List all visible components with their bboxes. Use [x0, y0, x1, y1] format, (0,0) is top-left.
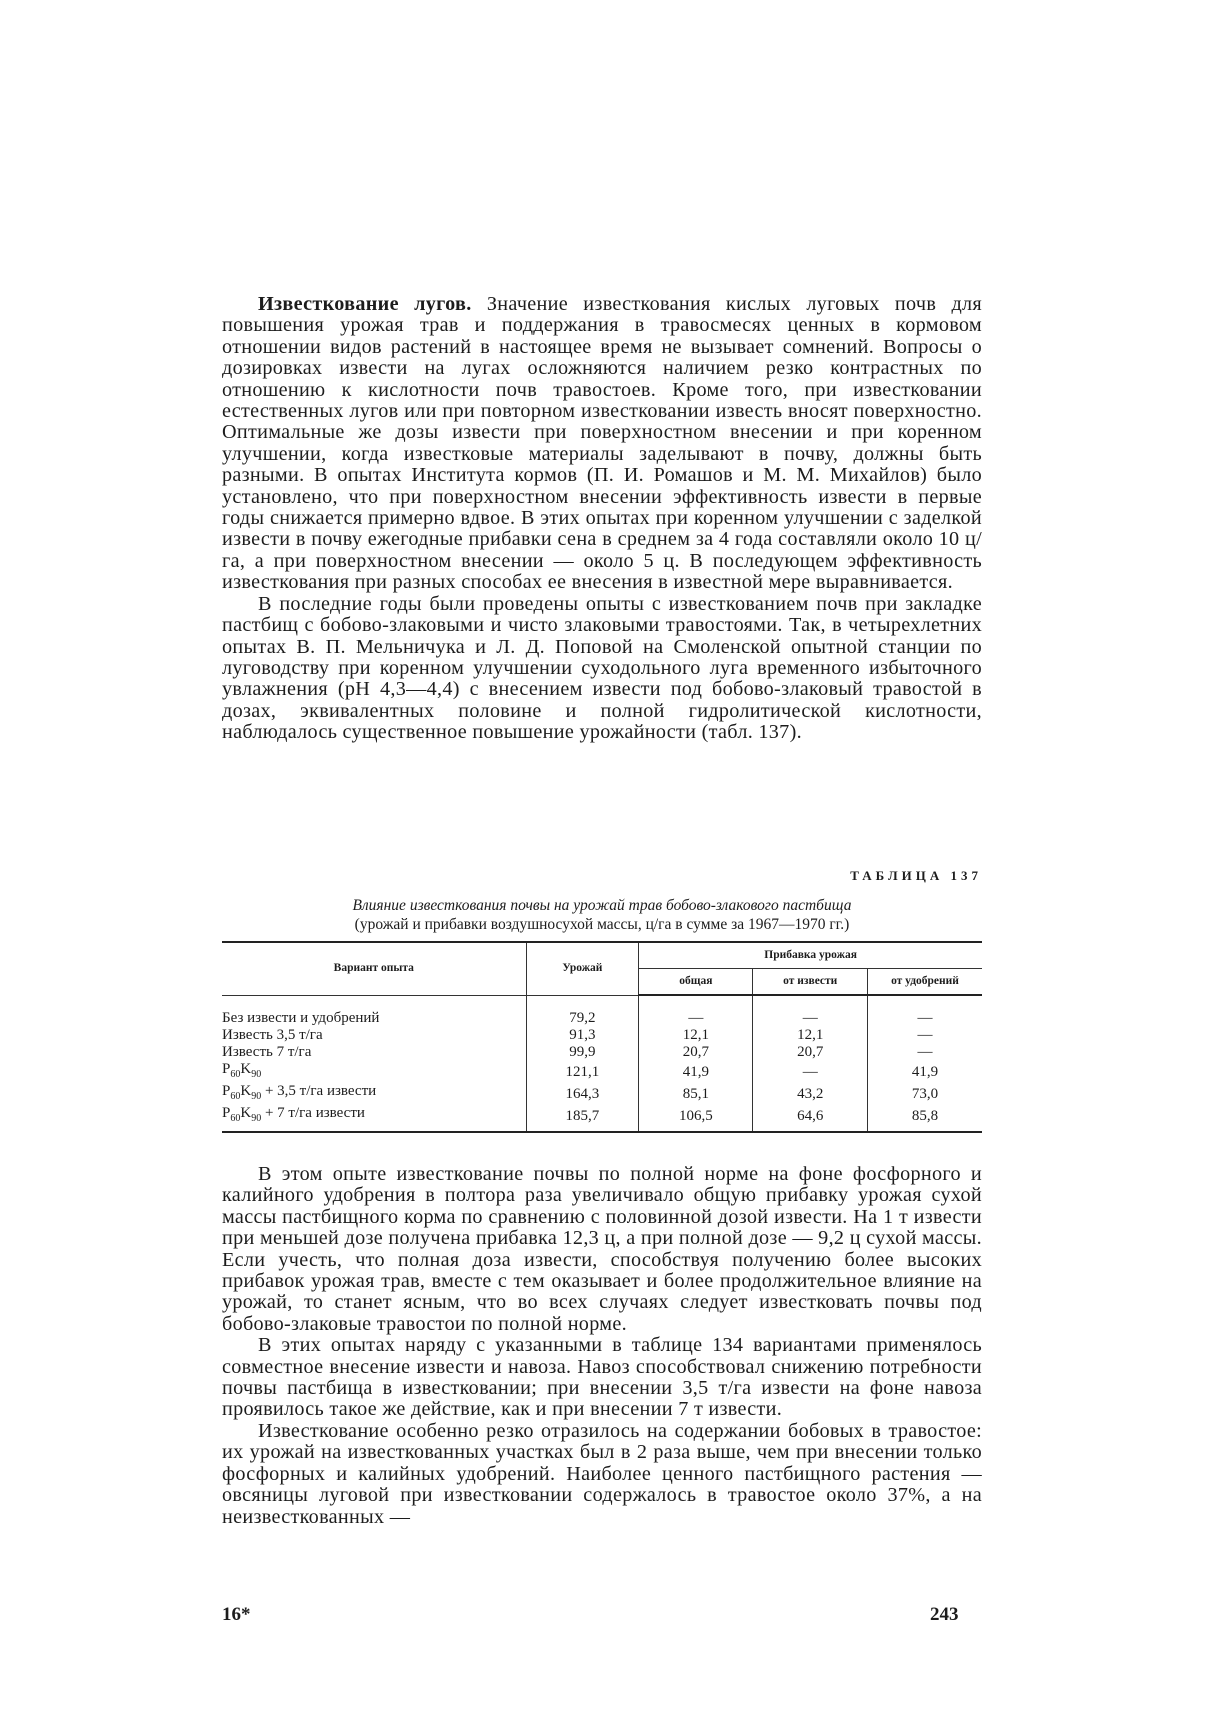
cell-yield: 79,2	[526, 995, 639, 1027]
cell-variant: Без извести и удобрений	[222, 1009, 380, 1026]
cell-variant: Известь 7 т/га	[222, 1044, 312, 1060]
table-row	[222, 1105, 982, 1132]
table-caption	[222, 896, 982, 934]
table-title: Влияние известкования почвы на урожай трав бобово-злакового пастбища	[352, 897, 852, 914]
cell-yield: 185,7	[526, 1105, 639, 1132]
header-variant: Вариант опыта	[222, 942, 526, 995]
cell-from-fert: —	[917, 1044, 933, 1060]
section-text	[222, 294, 982, 744]
page-number: 243	[930, 1604, 959, 1625]
cell-total: 85,1	[682, 1085, 709, 1102]
cell-yield: 164,3	[526, 1083, 639, 1105]
cell-total: 20,7	[682, 1044, 709, 1060]
cell-yield: 91,3	[526, 1027, 639, 1044]
cell-total: —	[688, 1010, 704, 1026]
header-total: общая	[639, 969, 753, 996]
cell-from-lime: 12,1	[753, 1027, 868, 1044]
header-from-fert: от удобрений	[867, 969, 982, 996]
signature-mark: 16*	[222, 1604, 251, 1625]
table-row	[222, 1061, 982, 1083]
table-row	[222, 1083, 982, 1105]
continuation-text	[222, 1164, 982, 1528]
paragraph: В этих опытах наряду с указанными в таблице 134 вариантами применялось совместное внесение извести и навоза. Навоз способствовал снижению потребности почвы пастбища в известковании; при внесении 3,5 т/га извести на фоне навоза проявилось такое же действие, как и при внесении 7 т извести.	[222, 1334, 982, 1421]
cell-from-fert: 41,9	[911, 1063, 939, 1080]
cell-total: 41,9	[682, 1063, 709, 1080]
table-subtitle: (урожай и прибавки воздушносухой массы, ц/га в сумме за 1967—1970 гг.)	[354, 916, 850, 933]
cell-variant: $P_{60}K_{90} + 7$ т/га извести	[222, 1105, 365, 1124]
cell-from-lime: 64,6	[753, 1105, 868, 1132]
paragraph: В этом опыте известкование почвы по полной норме на фоне фосфорного и калийного удобрения в полтора раза увеличивало общую прибавку урожая сухой массы пастбищного корма по сравнению с половинной дозой извести. На 1 т извести при меньшей дозе получена прибавка 12,3 ц, а при полной дозе — 9,2 ц сухой массы. Если учесть, что полная доза извести, способствуя получению более высоких прибавок урожая трав, вместе с тем оказывает и более продолжительное влияние на урожай, то станет ясным, что во всех случаях следует известковать почвы под бобово-злаковые травостои по полной норме.	[222, 1163, 982, 1335]
cell-variant: $P_{60}K_{90} + 3,5$ т/га извести	[222, 1083, 377, 1102]
cell-from-fert: —	[917, 1027, 933, 1043]
cell-from-lime: 43,2	[753, 1083, 868, 1105]
cell-variant: Известь 3,5 т/га	[222, 1027, 323, 1043]
cell-from-lime: —	[753, 995, 868, 1027]
table-row	[222, 1044, 982, 1061]
cell-variant: $P_{60}K_{90}$	[222, 1061, 262, 1080]
paragraph: В последние годы были проведены опыты с известкованием почв при закладке пастбищ с бобово-злаковыми и чисто злаковыми травостоями. Так, в четырехлетних опытах В. П. Мельничука и Л. Д. Поповой на Смоленской опытной станции по луговодству при коренном улучшении суходольного луга временного избыточного увлажнения (pH 4,3—4,4) с внесением извести под бобово-злаковый травостой в дозах, эквивалентных половине и полной гидролитической кислотности, наблюдалось существенное повышение урожайности (табл. 137).	[222, 592, 982, 744]
paragraph: Известкование особенно резко отразилось на содержании бобовых в травостое: их урожай на известкованных участках был в 2 раза выше, чем при внесении только фосфорных и калийных удобрений. Наиболее ценного пастбищного растения — овсяницы луговой при известковании содержалось в травостое около 37%, а на неизвесткованных —	[222, 1419, 982, 1528]
data-table	[222, 941, 982, 1133]
cell-from-fert: 73,0	[911, 1085, 939, 1102]
cell-yield: 121,1	[526, 1061, 639, 1083]
cell-total: 12,1	[682, 1027, 709, 1043]
table-label: ТАБЛИЦА 137	[850, 868, 982, 883]
cell-yield: 99,9	[526, 1044, 639, 1061]
table-row	[222, 995, 982, 1027]
cell-total: 106,5	[678, 1107, 713, 1124]
cell-from-lime: 20,7	[753, 1044, 868, 1061]
paragraph	[222, 294, 982, 594]
run-in-heading: Известкование лугов.	[258, 293, 472, 315]
header-yield: Урожай	[526, 942, 639, 995]
header-from-lime: от извести	[753, 969, 868, 996]
table-body	[222, 995, 982, 1132]
cell-from-fert: 85,8	[911, 1107, 939, 1124]
cell-from-lime: —	[753, 1061, 868, 1083]
cell-from-fert: —	[917, 1010, 933, 1026]
table-row	[222, 1027, 982, 1044]
paragraph-text: Значение известкования кислых луговых почв для повышения урожая трав и поддержания в травосмесях ценных в кормовом отношении видов растений в настоящее время не вызывает сомнений. Вопросы о дозировках извести на лугах осложняются наличием резко контрастных по отношению к кислотности почв травостоев. Кроме того, при известковании естественных лугов или при повторном известковании известь вносят поверхностно. Оптимальные же дозы извести при поверхностном внесении и при коренном улучшении, когда известковые материалы заделывают в почву, должны быть разными. В опытах Института кормов (П. И. Ромашов и М. М. Михайлов) было установлено, что при поверхностном внесении эффективность извести в первые годы снижается примерно вдвое. В этих опытах при коренном улучшении с заделкой извести в почву ежегодные прибавки сена в среднем за 4 года составляли около 10 ц/га, а при поверхностном внесении — около 5 ц. В последующем эффективность известкования при разных способах ее внесения в известной мере выравнивается.	[222, 293, 982, 594]
table-header	[222, 942, 982, 995]
header-increase: Прибавка урожая	[639, 942, 982, 969]
